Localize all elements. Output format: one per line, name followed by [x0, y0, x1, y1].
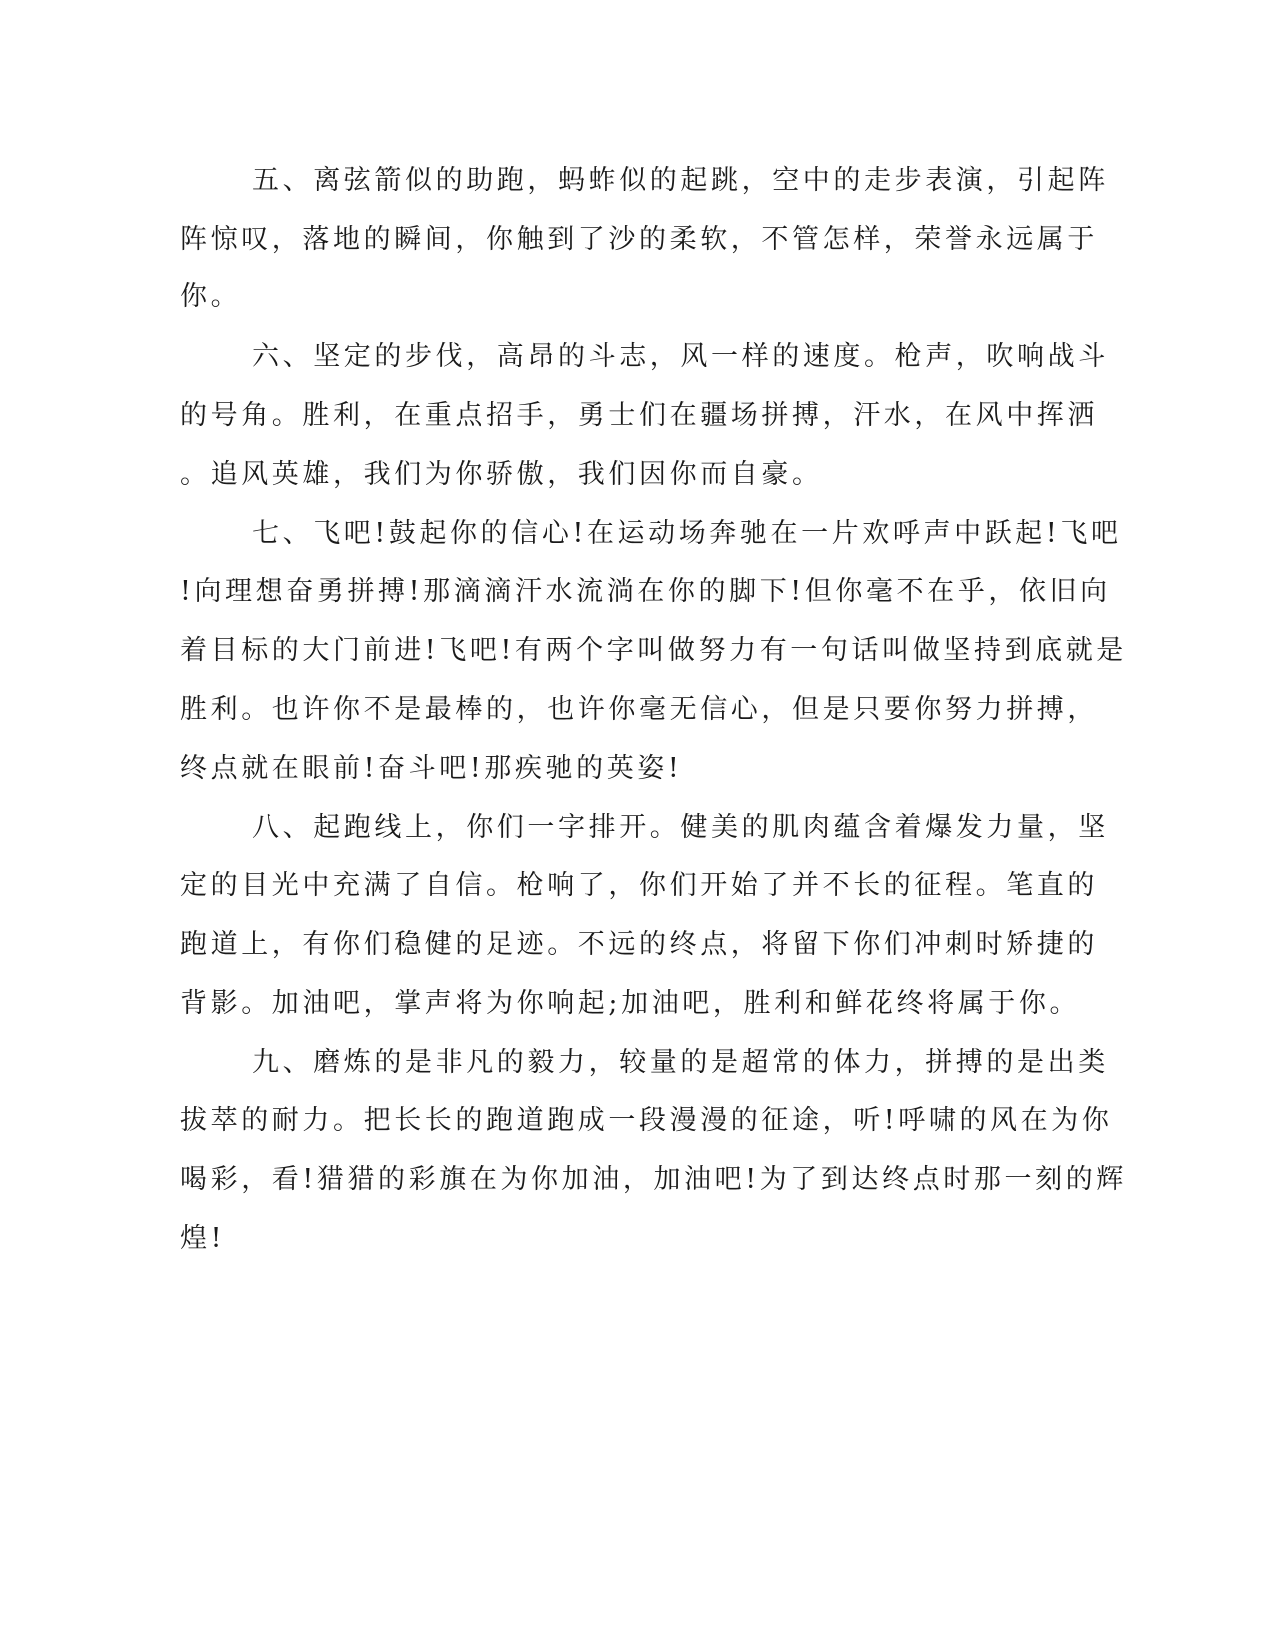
paragraph-8-line-1: 八、起跑线上，你们一字排开。健美的肌肉蕴含着爆发力量，坚 — [252, 812, 1109, 843]
paragraph-9-line-1: 九、磨炼的是非凡的毅力，较量的是超常的体力，拼搏的是出类 — [252, 1047, 1109, 1078]
paragraph-5-line-2: 阵惊叹，落地的瞬间，你触到了沙的柔软，不管怎样，荣誉永远属于 — [180, 224, 1098, 255]
paragraph-7-line-2: !向理想奋勇拼搏!那滴滴汗水流淌在你的脚下!但你毫不在乎，依旧向 — [180, 576, 1111, 607]
paragraph-6-line-3: 。追风英雄，我们为你骄傲，我们因你而自豪。 — [180, 459, 823, 490]
paragraph-6-line-2: 的号角。胜利，在重点招手，勇士们在疆场拼搏，汗水，在风中挥洒 — [180, 400, 1098, 431]
paragraph-7-line-5: 终点就在眼前!奋斗吧!那疾驰的英姿! — [180, 753, 683, 784]
paragraph-6-line-1: 六、坚定的步伐，高昂的斗志，风一样的速度。枪声，吹响战斗 — [252, 341, 1109, 372]
paragraph-9-line-2: 拔萃的耐力。把长长的跑道跑成一段漫漫的征途，听!呼啸的风在为你 — [180, 1105, 1113, 1136]
paragraph-8-line-3: 跑道上，有你们稳健的足迹。不远的终点，将留下你们冲刺时矫捷的 — [180, 929, 1098, 960]
paragraph-9-line-3: 喝彩，看!猎猎的彩旗在为你加油，加油吧!为了到达终点时那一刻的辉 — [180, 1164, 1127, 1195]
paragraph-7-line-4: 胜利。也许你不是最棒的，也许你毫无信心，但是只要你努力拼搏， — [180, 694, 1098, 725]
paragraph-9-line-4: 煌! — [180, 1223, 226, 1254]
paragraph-5-line-3: 你。 — [180, 281, 242, 312]
paragraph-8-line-4: 背影。加油吧，掌声将为你响起;加油吧，胜利和鲜花终将属于你。 — [180, 988, 1081, 1019]
paragraph-8-line-2: 定的目光中充满了自信。枪响了，你们开始了并不长的征程。笔直的 — [180, 870, 1098, 901]
paragraph-7-line-3: 着目标的大门前进!飞吧!有两个字叫做努力有一句话叫做坚持到底就是 — [180, 635, 1127, 666]
paragraph-5-line-1: 五、离弦箭似的助跑，蚂蚱似的起跳，空中的走步表演，引起阵 — [252, 165, 1109, 196]
paragraph-7-line-1: 七、飞吧!鼓起你的信心!在运动场奔驰在一片欢呼声中跃起!飞吧 — [252, 518, 1122, 549]
